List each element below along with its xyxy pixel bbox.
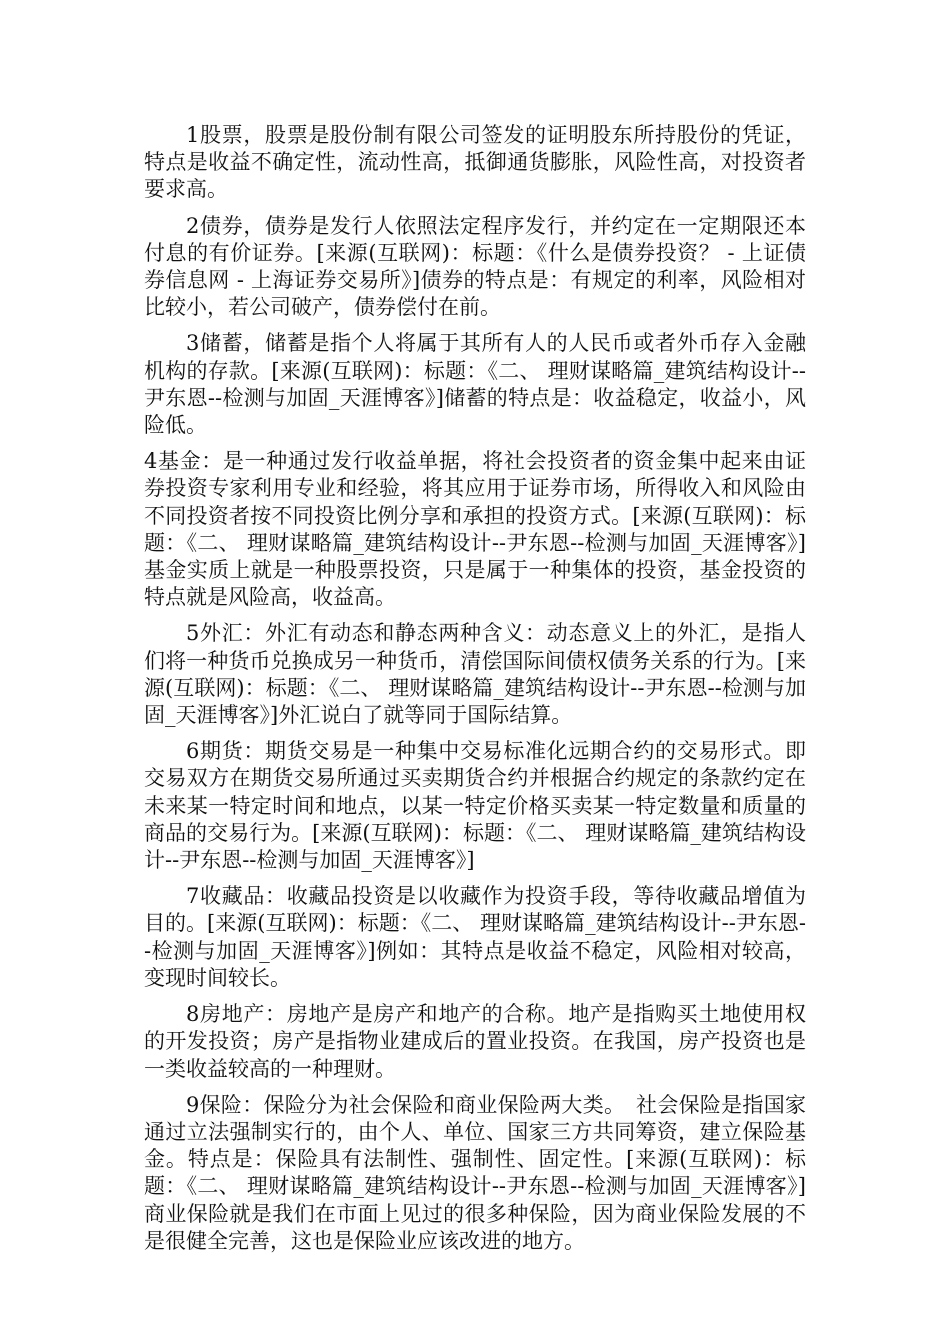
document-body xyxy=(144,122,806,1264)
paragraph-bonds: 2债券，债券是发行人依照法定程序发行，并约定在一定期限还本付息的有价证券。[来源(互联网)：标题：《什么是债券投资？ - 上证债券信息网 - 上海证券交易所》]债券的特点是：有规定的利率，风险相对比较小，若公司破产，债券偿付在前。 xyxy=(144,213,806,320)
paragraph-stocks: 1股票，股票是股份制有限公司签发的证明股东所持股份的凭证，特点是收益不确定性，流动性高，抵御通货膨胀，风险性高，对投资者要求高。 xyxy=(144,123,806,202)
paragraph-collectibles: 7收藏品：收藏品投资是以收藏作为投资手段，等待收藏品增值为目的。[来源(互联网)：标题：《二、 理财谋略篇_建筑结构设计--尹东恩--检测与加固_天涯博客》]例如：其特点是收益不稳定，风险相对较高，变现时间较长。 xyxy=(144,884,806,990)
paragraph-insurance: 9保险：保险分为社会保险和商业保险两大类。 社会保险是指国家通过立法强制实行的，由个人、单位、国家三方共同筹资，建立保险基金。特点是：保险具有法制性、强制性、固定性。[来源(互联网)：标题：《二、 理财谋略篇_建筑结构设计--尹东恩--检测与加固_天涯博客》]商业保险就是我们在市面上见过的很多种保险，因为商业保险发展的不是很健全完善，这也是保险业应该改进的地方。 xyxy=(144,1092,806,1253)
paragraph-forex: 5外汇：外汇有动态和静态两种含义：动态意义上的外汇，是指人们将一种货币兑换成另一种货币，清偿国际间债权债务关系的行为。[来源(互联网)：标题：《二、 理财谋略篇_建筑结构设计--尹东恩--检测与加固_天涯博客》]外汇说白了就等同于国际结算。 xyxy=(144,621,806,728)
paragraph-futures: 6期货：期货交易是一种集中交易标准化远期合约的交易形式。即交易双方在期货交易所通过买卖期货合约并根据合约规定的条款约定在未来某一特定时间和地点，以某一特定价格买卖某一特定数量和质量的商品的交易行为。[来源(互联网)：标题：《二、 理财谋略篇_建筑结构设计--尹东恩--检测与加固_天涯博客》] xyxy=(144,739,806,873)
paragraph-real-estate: 8房地产：房地产是房产和地产的合称。地产是指购买土地使用权的开发投资；房产是指物业建成后的置业投资。在我国，房产投资也是一类收益较高的一种理财。 xyxy=(144,1002,806,1081)
paragraph-funds: 4基金：是一种通过发行收益单据，将社会投资者的资金集中起来由证券投资专家利用专业和经验，将其应用于证券市场，所得收入和风险由不同投资者按不同投资比例分享和承担的投资方式。[来源(互联网)：标题：《二、 理财谋略篇_建筑结构设计--尹东恩--检测与加固_天涯博客》]基金实质上就是一种股票投资，只是属于一种集体的投资，基金投资的特点就是风险高，收益高。 xyxy=(144,449,806,610)
paragraph-savings: 3储蓄，储蓄是指个人将属于其所有人的人民币或者外币存入金融机构的存款。[来源(互联网)：标题：《二、 理财谋略篇_建筑结构设计--尹东恩--检测与加固_天涯博客》]储蓄的特点是：收益稳定，收益小，风险低。 xyxy=(144,331,806,438)
